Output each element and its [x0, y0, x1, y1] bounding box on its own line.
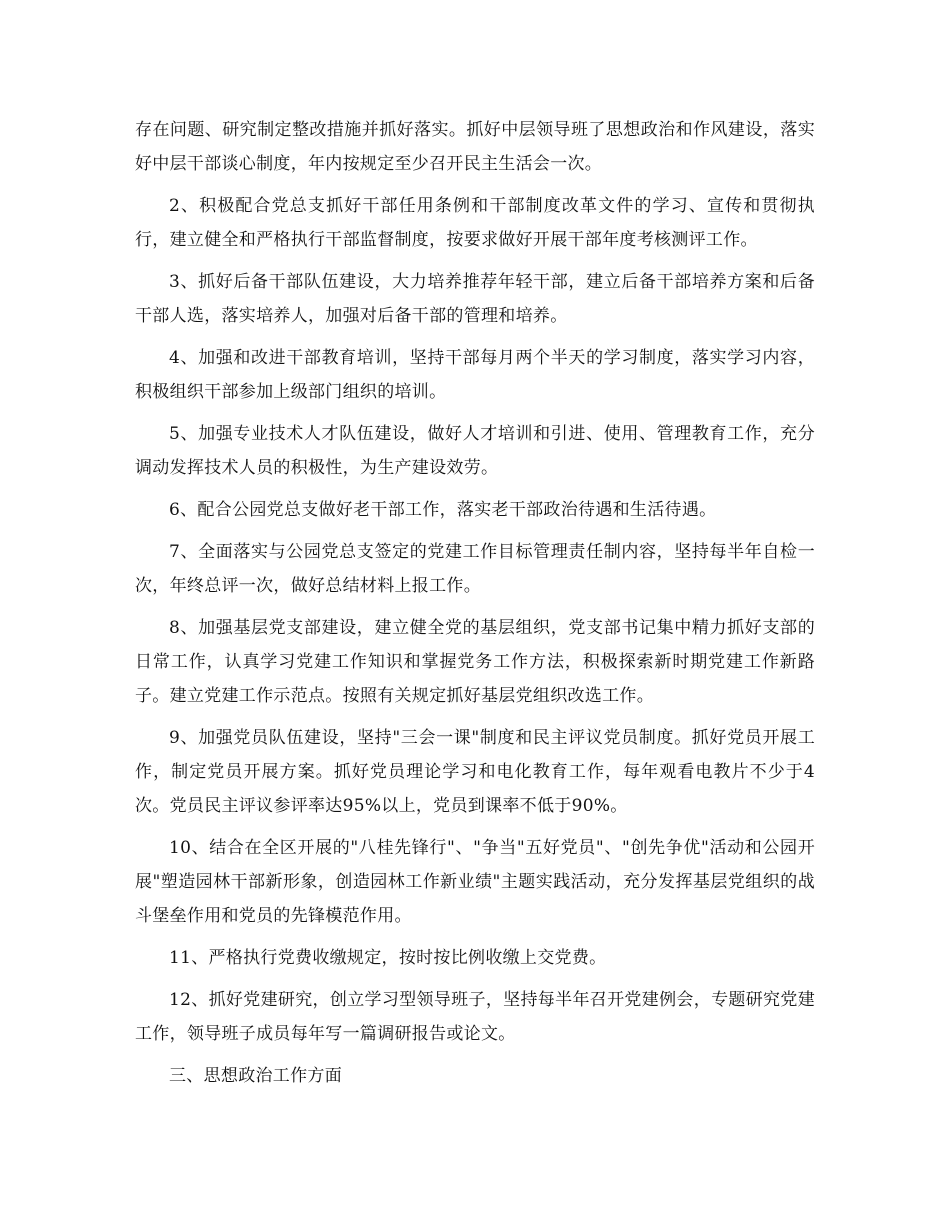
paragraph-item-10: 10、结合在全区开展的"八桂先锋行"、"争当"五好党员"、"创先争优"活动和公园开展"塑造园林干部新形象，创造园林工作新业绩"主题实践活动，充分发挥基层党组织的战斗堡垒作用和党员的先锋模范作用。: [135, 838, 815, 926]
paragraph-item-7: 7、全面落实与公园党总支签定的党建工作目标管理责任制内容，坚持每半年自检一次，年终总评一次，做好总结材料上报工作。: [135, 542, 815, 596]
paragraph-item-9: 9、加强党员队伍建设，坚持"三会一课"制度和民主评议党员制度。抓好党员开展工作，制定党员开展方案。抓好党员理论学习和电化教育工作，每年观看电教片不少于4次。党员民主评议参评率达95%以上，党员到课率不低于90%。: [135, 728, 815, 816]
paragraph-item-6: 6、配合公园党总支做好老干部工作，落实老干部政治待遇和生活待遇。: [169, 500, 717, 520]
section-heading: 三、思想政治工作方面: [169, 1066, 342, 1086]
document-page: [135, 113, 815, 1101]
paragraph-item-3: 3、抓好后备干部队伍建设，大力培养推荐年轻干部，建立后备干部培养方案和后备干部人选，落实培养人，加强对后备干部的管理和培养。: [135, 272, 815, 326]
paragraph-item-2: 2、积极配合党总支抓好干部任用条例和干部制度改革文件的学习、宣传和贯彻执行，建立健全和严格执行干部监督制度，按要求做好开展干部年度考核测评工作。: [135, 196, 815, 250]
paragraph-item-5: 5、加强专业技术人才队伍建设，做好人才培训和引进、使用、管理教育工作，充分调动发挥技术人员的积极性，为生产建设效劳。: [135, 424, 815, 478]
paragraph-item-12: 12、抓好党建研究，创立学习型领导班子，坚持每半年召开党建例会，专题研究党建工作，领导班子成员每年写一篇调研报告或论文。: [135, 990, 815, 1044]
paragraph-item-4: 4、加强和改进干部教育培训，坚持干部每月两个半天的学习制度，落实学习内容，积极组织干部参加上级部门组织的培训。: [135, 348, 815, 402]
paragraph-item-8: 8、加强基层党支部建设，建立健全党的基层组织，党支部书记集中精力抓好支部的日常工作，认真学习党建工作知识和掌握党务工作方法，积极探索新时期党建工作新路子。建立党建工作示范点。按照有关规定抓好基层党组织改选工作。: [135, 618, 815, 706]
paragraph-continuation: 存在问题、研究制定整改措施并抓好落实。抓好中层领导班了思想政治和作风建设，落实好中层干部谈心制度，年内按规定至少召开民主生活会一次。: [135, 120, 815, 174]
paragraph-item-11: 11、严格执行党费收缴规定，按时按比例收缴上交党费。: [169, 948, 607, 968]
